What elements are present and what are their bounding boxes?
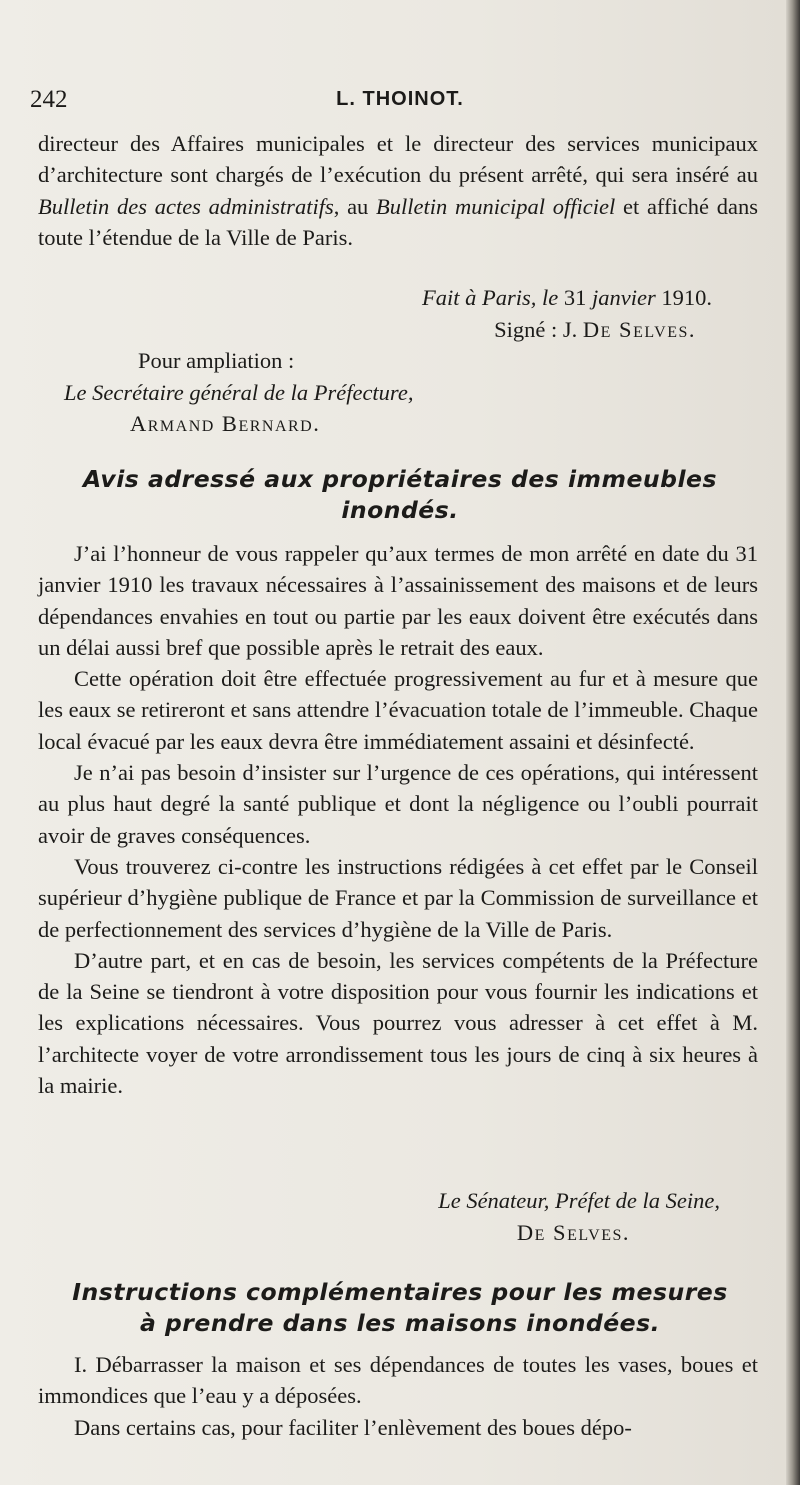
- fait-date: 31: [558, 285, 593, 310]
- page-number: 242: [30, 86, 68, 113]
- intro-paragraph: [38, 128, 758, 253]
- section1-title-line2: inondés.: [341, 496, 459, 524]
- secretary-name: Armand Bernard.: [130, 411, 321, 436]
- section1-title-line1: Avis adressé aux propriétaires des immeubles: [83, 465, 717, 493]
- section2-paragraph: I. Débarrasser la maison et ses dépendances de toutes les vases, boues et immondices que l’eau y a déposées.: [38, 1352, 758, 1409]
- signe-name: De Selves.: [582, 316, 696, 342]
- signature-block-1: [38, 282, 760, 440]
- intro-text-mid: , au: [333, 193, 377, 219]
- fait-a-paris-line: [38, 282, 760, 314]
- fait-year: 1910.: [655, 285, 712, 310]
- section1-paragraph: Je n’ai pas besoin d’insister sur l’urgence de ces opérations, qui intéressent au plus haut degré la santé publique et dont la négligence ou l’oubli pourrait avoir de graves conséquences.: [38, 760, 758, 848]
- section2-body: [38, 1349, 758, 1443]
- prefet-title: Le Sénateur, Préfet de la Seine,: [438, 1188, 720, 1213]
- section1-paragraph: Vous trouverez ci-contre les instructions rédigées à cet effet par le Conseil supérieur d’hygiène publique de France et par la Commission de surveillance et de perfectionnement des services d’hygiène de la Ville de Paris.: [38, 853, 758, 942]
- section1-title: [50, 464, 750, 526]
- intro-text-end: et affiché dans toute l’étendue de la Ville de Paris.: [38, 193, 758, 250]
- signe-label: Signé : J.: [494, 316, 583, 342]
- fait-a-paris: Fait à Paris, le: [422, 285, 559, 310]
- section2-title-line1: Instructions complémentaires pour les mesures: [72, 1278, 728, 1306]
- section1-paragraph: D’autre part, et en cas de besoin, les services compétents de la Préfecture de la Seine se tiendront à votre disposition pour vous fournir les indications et les explications nécessaires. Vous pourrez vous adresser à cet effet à M. l’architecte voyer de votre arrondissement tous les jours de cinq à six heures à la mairie.: [38, 947, 758, 1099]
- section1-paragraph: Cette opération doit être effectuée progressivement au fur et à mesure que les eaux se retireront et sans attendre l’évacuation totale de l’immeuble. Chaque local évacué par les eaux devra être immédiatement assaini et désinfecté.: [38, 666, 758, 754]
- fait-month: janvier: [592, 285, 656, 310]
- book-spine-shadow: [786, 0, 800, 1485]
- section1-body: [38, 538, 758, 1101]
- section1-paragraph: J’ai l’honneur de vous rappeler qu’aux termes de mon arrêté en date du 31 janvier 1910 les travaux nécessaires à l’assainissement des maisons et de leurs dépendances envahies en tout ou partie par les eaux doivent être exécutés dans un délai aussi bref que possible après le retrait des eaux.: [38, 541, 758, 660]
- secretary-title: Le Secrétaire général de la Préfecture,: [64, 379, 414, 405]
- section2-paragraph: Dans certains cas, pour faciliter l’enlèvement des boues dépo-: [74, 1414, 632, 1440]
- section2-title-line2: à prendre dans les maisons inondées.: [139, 1309, 661, 1337]
- page-header: [30, 86, 770, 116]
- running-head: L. THOINOT.: [336, 88, 464, 110]
- ampliation-line: Pour ampliation :: [138, 348, 295, 373]
- intro-italic-bulletin-actes: Bulletin des actes administratifs: [38, 193, 334, 219]
- prefet-name: De Selves.: [516, 1219, 630, 1245]
- signature-block-2: [38, 1185, 760, 1248]
- intro-italic-bulletin-municipal: Bulletin municipal officiel: [376, 193, 616, 219]
- intro-text-start: directeur des Affaires municipales et le directeur des services municipaux d’architecture sont chargés de l’exécution du présent arrêté, qui sera inséré au: [38, 131, 758, 188]
- section2-title: [50, 1277, 750, 1339]
- signe-line: [38, 314, 760, 346]
